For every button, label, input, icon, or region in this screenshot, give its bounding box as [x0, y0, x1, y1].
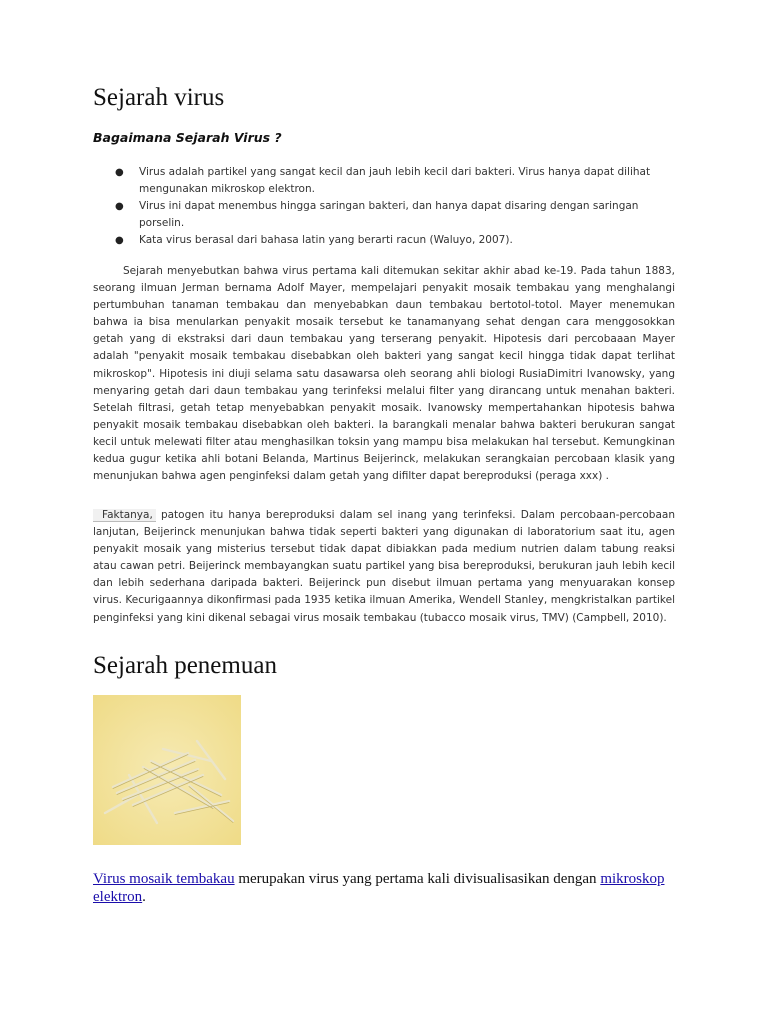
- caption-text: merupakan virus yang pertama kali divisualisasikan dengan: [234, 871, 601, 887]
- bullet-icon: ●: [115, 167, 124, 178]
- tmv-micrograph-image: [93, 695, 241, 845]
- facts-paragraph-text: patogen itu hanya bereproduksi dalam sel inang yang terinfeksi. Dalam percobaan-percobaan lanjutan, Beijerinck menunjukan bahwa tidak seperti bakteri yang digunakan di laboratorium saat itu, agen penyakit mosaik yang misterius tersebut tidak dapat dibiakkan pada medium nutrien dalam tabung reaksi atau cawan petri. Beijerinck membayangkan suatu partikel yang bisa bereproduksi, berukuran jauh lebih kecil dan lebih sederhana daripada bakteri. Beijerinck pun disebut ilmuan pertama yang menyuarakan konsep virus. Kecurigaannya dikonfirmasi pada 1935 ketika ilmuan Amerika, Wendell Stanley, mengkristalkan partikel penginfeksi yang kini dikenal sebagai virus mosaik tembakau (tubacco mosaik virus, TMV) (Campbell, 2010).: [93, 509, 675, 624]
- image-caption: [93, 870, 693, 906]
- list-item-text: Kata virus berasal dari bahasa latin yang berarti racun (Waluyo, 2007).: [139, 234, 513, 246]
- highlighted-word: Faktanya,: [93, 509, 156, 522]
- bullet-icon: ●: [115, 201, 124, 212]
- list-item-text: Virus ini dapat menembus hingga saringan bakteri, dan hanya dapat disaring dengan saringan porselin.: [139, 200, 639, 229]
- section-subtitle: Bagaimana Sejarah Virus ?: [93, 130, 282, 145]
- tmv-link[interactable]: Virus mosaik tembakau: [93, 871, 235, 887]
- electron-microscope-link[interactable]: mikroskop elektron: [93, 871, 665, 905]
- list-item-text: Virus adalah partikel yang sangat kecil dan jauh lebih kecil dari bakteri. Virus hanya dapat dilihat mengunakan mikroskop elektron.: [139, 166, 651, 195]
- list-item: [93, 164, 675, 198]
- page-title: Sejarah virus: [93, 84, 225, 111]
- bullet-list: [93, 164, 675, 249]
- list-item: [93, 198, 675, 232]
- bullet-icon: ●: [115, 235, 124, 246]
- facts-paragraph: [93, 507, 675, 627]
- caption-end: .: [142, 889, 146, 905]
- section-heading: Sejarah penemuan: [93, 652, 277, 679]
- list-item: [93, 232, 675, 249]
- history-paragraph: Sejarah menyebutkan bahwa virus pertama kali ditemukan sekitar akhir abad ke-19. Pada tahun 1883, seorang ilmuan Jerman bernama Adolf Mayer, mempelajari penyakit mosaik tembakau yang menghalangi pertumbuhan tanaman tembakau dan menyebabkan daun tembakau bertotol-totol. Mayer menemukan bahwa ia bisa menularkan penyakit mosaik tersebut ke tanamanyang sehat dengan cara menggosokkan getah yang di ekstraksi dari daun tembakau yang terserang penyakit. Hipotesis dari percobaaan Mayer adalah "penyakit mosaik tembakau disebabkan oleh bakteri yang sangat kecil hingga tidak dapat terlihat mikroskop". Hipotesis ini diuji selama satu dasawarsa oleh seorang ahli biologi RusiaDimitri Ivanowsky, yang menyaring getah dari daun tembakau yang terinfeksi melalui filter yang dirancang untuk menahan bakteri. Setelah filtrasi, getah tetap menyebabkan penyakit mosaik. Ivanowsky mempertahankan hipotesis bahwa penyakit mosaik tembakau disebabkan oleh bakteri. Ia barangkali menalar bahwa bakteri berukuran sangat kecil untuk melewati filter atau menghasilkan toksin yang mampu bisa melakukan hal tersebut. Kemungkinan kedua gugur ketika ahli botani Belanda, Martinus Beijerinck, melakukan serangkaian percobaan klasik yang menunjukan bahwa agen penginfeksi dalam getah yang difilter dapat bereproduksi (peraga xxx) .: [93, 265, 675, 483]
